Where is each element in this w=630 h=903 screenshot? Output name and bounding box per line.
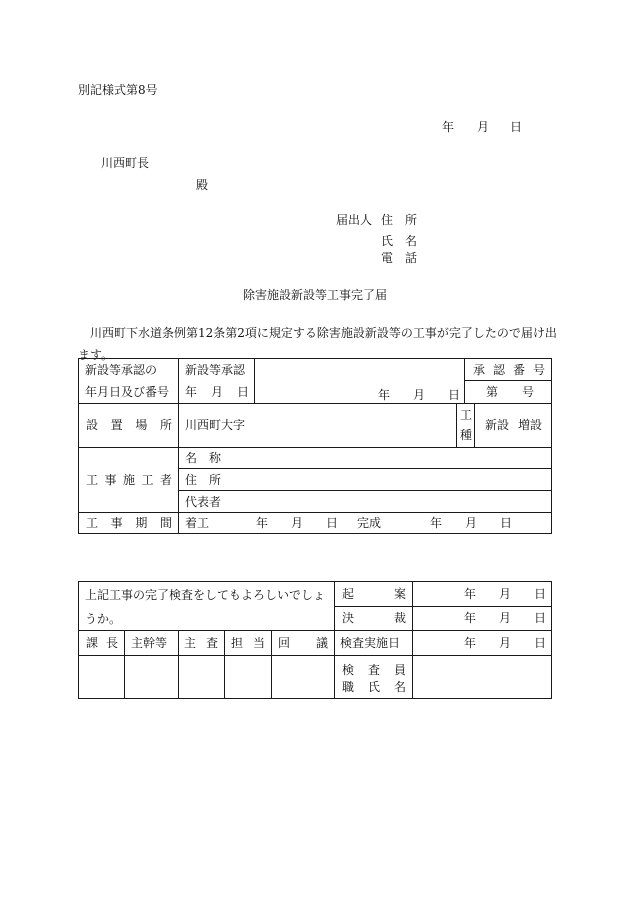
inspection-month: 月 [499,636,512,650]
contractor-label: 工 事 施 工 者 [86,473,172,487]
approval-date-day: 日 [448,388,461,402]
approval-date-label: 新設等承認 [185,363,246,377]
applicant-name-label: 氏 名 [381,234,417,248]
period-start-month: 月 [291,516,304,530]
drafted-label: 起 案 [342,587,406,601]
role-circulation: 回 議 [278,636,328,650]
role-section-chief: 課 長 [86,636,118,650]
approval-number-label: 承 認 番 号 [473,363,545,377]
decided-year: 年 [464,611,477,625]
work-type-label-1: 工 [460,408,473,422]
date-month: 月 [477,120,490,134]
inspection-day: 日 [534,636,547,650]
location-label: 設 置 場 所 [86,418,172,432]
role-staff: 担 当 [231,636,265,650]
decided-label: 決 裁 [342,611,406,625]
period-start-day: 日 [326,516,339,530]
date-year: 年 [442,120,455,134]
decided-month: 月 [499,611,512,625]
drafted-year: 年 [464,587,477,601]
approval-label-line1: 新設等承認の [85,363,158,377]
period-start-year: 年 [256,516,269,530]
work-type-expand: 増設 [518,418,543,432]
work-type-new: 新設 [485,418,510,432]
drafted-day: 日 [534,587,547,601]
drafted-month: 月 [499,587,512,601]
inspection-year: 年 [464,636,477,650]
approval-date-month: 月 [413,388,426,402]
document-title: 除害施設新設等工事完了届 [243,288,388,302]
applicant-label: 届出人 [336,213,373,227]
inspector-label-line2: 職 氏 名 [342,680,406,694]
approval-date-year: 年 [378,388,391,402]
applicant-address-label: 住 所 [381,213,417,227]
location-value: 川西町大字 [185,418,246,432]
addressee-honorific: 殿 [196,178,209,192]
addressee-name: 川西町長 [101,156,150,170]
role-chief-officer: 主幹等 [131,636,168,650]
inspector-label-line1: 検 査 員 [342,663,406,677]
body-paragraph: 川西町下水道条例第12条第2項に規定する除害施設新設等の工事が完了したので届け出ます。 [78,326,557,362]
approval-label-line2: 年月日及び番号 [85,385,170,399]
period-label: 工 事 期 間 [86,516,172,530]
approval-number-suffix: 号 [522,385,535,399]
applicant-phone-label: 電 話 [381,251,417,265]
inspection-date-label: 検査実施日 [340,636,401,650]
role-supervisor: 主 査 [184,636,218,650]
decided-day: 日 [534,611,547,625]
period-end-month: 月 [465,516,478,530]
work-type-label-2: 種 [460,428,473,442]
period-end-year: 年 [430,516,443,530]
period-end-day: 日 [500,516,513,530]
contractor-representative-label: 代表者 [185,495,222,509]
date-day: 日 [510,120,523,134]
period-start-label: 着工 [185,516,210,530]
inspection-request-text: 上記工事の完了検査をしてもよろしいでしょうか。 [85,588,326,626]
approval-number-prefix: 第 [486,385,499,399]
contractor-address-label: 住 所 [185,473,221,487]
approval-date-sub: 年 月 日 [185,385,249,399]
contractor-name-label: 名 称 [185,451,221,465]
form-number: 別記様式第8号 [78,83,158,97]
period-end-label: 完成 [357,516,382,530]
